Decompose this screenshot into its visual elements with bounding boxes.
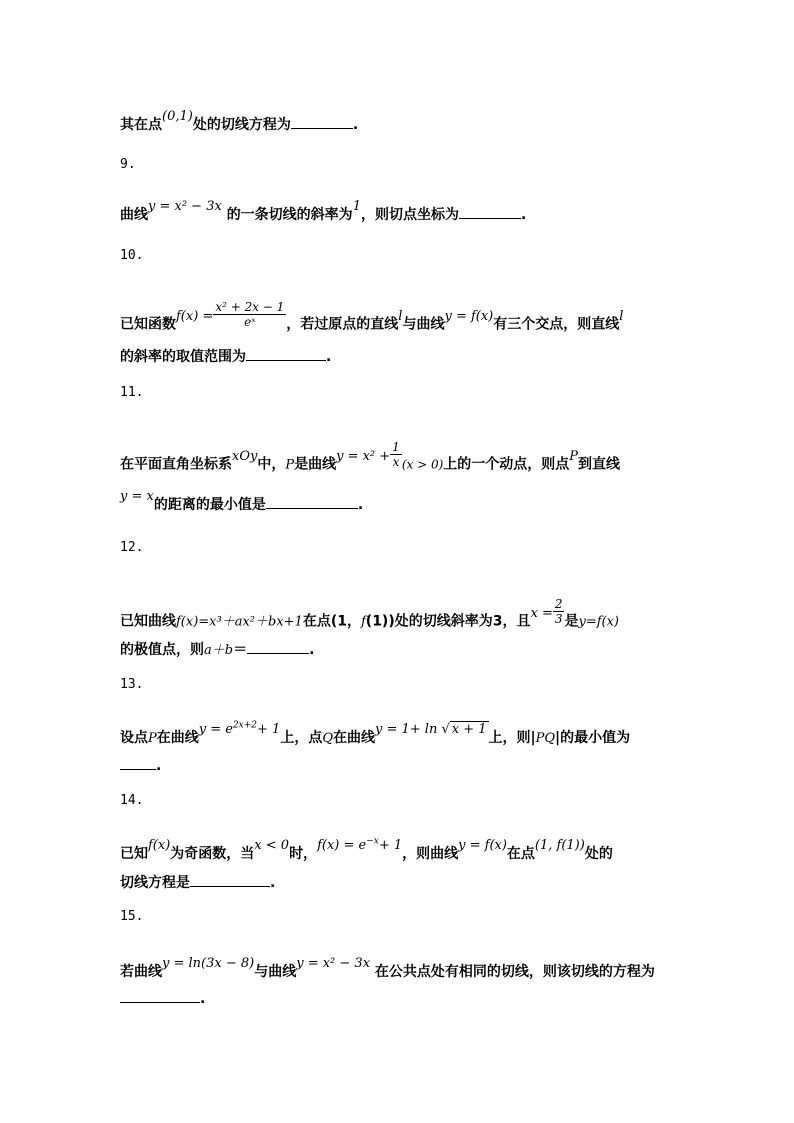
math-expression: x < 0	[254, 838, 290, 853]
math-expression: f(x) =	[176, 308, 214, 324]
text: 在曲线	[156, 730, 199, 746]
math-part: f(x) = e	[317, 838, 367, 853]
math-radicand: x + 1	[451, 722, 487, 737]
text: 设点	[120, 730, 148, 746]
problem-number-11: 11.	[120, 385, 144, 400]
problem-13-text-line2	[120, 757, 680, 774]
math-part: + 1	[378, 838, 403, 853]
math-part: y = 1+ ln	[375, 722, 438, 737]
period: .	[156, 758, 162, 774]
text: 已知	[120, 846, 148, 862]
answer-blank	[266, 496, 358, 509]
text: 是	[564, 613, 579, 630]
text: 在点	[506, 846, 535, 862]
text: ，则曲线	[402, 846, 459, 862]
text: 是曲线	[294, 456, 337, 473]
text: 已知曲线	[120, 613, 176, 630]
problem-number-10: 10.	[120, 248, 144, 263]
fraction	[213, 300, 286, 329]
math-point: (0,1)	[162, 109, 193, 124]
text: 的一条切线的斜率为	[226, 207, 353, 223]
math-part: + 1	[257, 722, 281, 737]
text: 切线方程是	[120, 875, 190, 891]
math-symbol: PQ	[535, 731, 556, 746]
text: 上，则|	[488, 730, 536, 746]
text: 的斜率的取值范围为	[120, 349, 246, 365]
text: 曲线	[120, 207, 148, 223]
math-expression: f(x)	[148, 838, 171, 853]
text: 处的	[584, 846, 613, 862]
answer-blank	[247, 641, 309, 654]
text: |的最小值为	[555, 730, 631, 746]
math-expression: y = x	[120, 489, 154, 504]
math-symbol: P	[569, 448, 579, 464]
answer-blank	[459, 206, 521, 219]
math-expression: y = x² − 3x	[148, 199, 222, 214]
text: ，若过原点的直线	[286, 316, 399, 333]
text: 在曲线	[333, 730, 375, 746]
math-expression: y = 1+ ln √ x + 1	[375, 722, 487, 737]
period: .	[352, 117, 359, 133]
period: .	[270, 875, 276, 891]
math-symbol: xOy	[232, 448, 258, 464]
math-expression: y = ln(3x − 8)	[162, 956, 255, 971]
problem-8-text	[120, 109, 680, 134]
period: .	[357, 497, 364, 513]
math-symbol: f	[360, 614, 366, 630]
problem-number-14: 14.	[120, 793, 144, 808]
text: 有三个交点，则直线	[493, 316, 620, 333]
text: 在公共点处有相同的切线，则该切线的方程为	[374, 964, 655, 980]
math-symbol: l	[619, 308, 624, 324]
problem-12-text-line2	[120, 639, 680, 659]
problem-9-text	[120, 199, 680, 224]
problem-number-9: 9.	[120, 157, 136, 172]
problem-15-text-line2	[120, 990, 680, 1007]
text: 已知函数	[120, 316, 176, 333]
math-condition: (x > 0)	[401, 457, 444, 472]
text: 与曲线	[254, 964, 297, 980]
math-expression: y = x² +	[336, 448, 391, 464]
math-expression: f(x)=x³＋ax²＋bx+1	[176, 614, 303, 630]
text: (1))处的切线斜率为3，且	[365, 613, 531, 630]
math-expression: y = f(x)	[458, 838, 507, 853]
fraction	[553, 597, 565, 626]
math-symbol: P	[285, 457, 295, 473]
problem-15-text	[120, 956, 720, 981]
math-expression	[317, 838, 402, 853]
math-symbol: l	[398, 308, 403, 324]
fraction-denominator: x	[392, 455, 400, 469]
math-point: (1, f(1))	[534, 838, 585, 853]
text: 与曲线	[402, 316, 445, 333]
text: 时，	[289, 846, 318, 862]
math-expression: y = f(x)	[444, 308, 494, 324]
text: 其在点	[120, 117, 162, 133]
fraction-denominator: eˣ	[244, 315, 256, 329]
problem-14-text-line2	[120, 872, 680, 892]
math-value: 1	[352, 199, 361, 214]
fraction-numerator: 1	[392, 440, 400, 454]
math-exponent: −x	[366, 836, 379, 847]
math-expression: y = x² − 3x	[296, 956, 371, 971]
math-expression: y=f(x)	[578, 614, 620, 630]
answer-blank	[120, 757, 156, 770]
text: 到直线	[578, 456, 621, 473]
math-symbol: P	[148, 731, 157, 746]
fraction-numerator: 2	[554, 597, 563, 611]
period: .	[309, 642, 315, 658]
period: .	[520, 207, 527, 223]
text: 上，点	[280, 730, 323, 746]
math-part: y = e	[198, 722, 233, 737]
problem-10-text	[120, 300, 720, 339]
math-expression: x =	[530, 605, 553, 621]
text: 的极值点，则	[120, 642, 204, 658]
text: 的距离的最小值是	[153, 497, 266, 513]
answer-blank	[291, 116, 353, 129]
text: 中，	[257, 456, 286, 473]
text: 若曲线	[120, 964, 162, 980]
answer-blank	[120, 990, 200, 1003]
fraction	[390, 440, 402, 469]
period: .	[326, 349, 332, 365]
fraction-numerator: x² + 2x − 1	[215, 300, 285, 314]
problem-12-text	[120, 597, 720, 636]
problem-number-15: 15.	[120, 909, 144, 924]
text: 在平面直角坐标系	[120, 456, 232, 473]
problem-number-12: 12.	[120, 540, 144, 555]
problem-11-text	[120, 440, 720, 479]
answer-blank	[190, 874, 270, 887]
text: 处的切线方程为	[192, 117, 291, 133]
answer-blank	[246, 348, 326, 361]
period: .	[200, 991, 206, 1007]
text: 为奇函数，当	[170, 846, 255, 862]
math-symbol: Q	[322, 731, 333, 746]
math-expression: a＋b	[204, 643, 234, 658]
math-expression	[199, 722, 281, 737]
text: 在点(1，	[302, 613, 361, 630]
problem-14-text	[120, 836, 720, 863]
fraction-denominator: 3	[554, 612, 563, 626]
text: 上的一个动点，则点	[443, 456, 570, 473]
text: ，则切点坐标为	[360, 207, 459, 223]
text: ＝	[233, 642, 248, 658]
problem-11-text-line2	[120, 489, 680, 514]
math-exponent: 2x+2	[232, 720, 258, 731]
problem-10-text-line2	[120, 346, 680, 366]
problem-number-13: 13.	[120, 677, 144, 692]
problem-13-text	[120, 720, 720, 747]
